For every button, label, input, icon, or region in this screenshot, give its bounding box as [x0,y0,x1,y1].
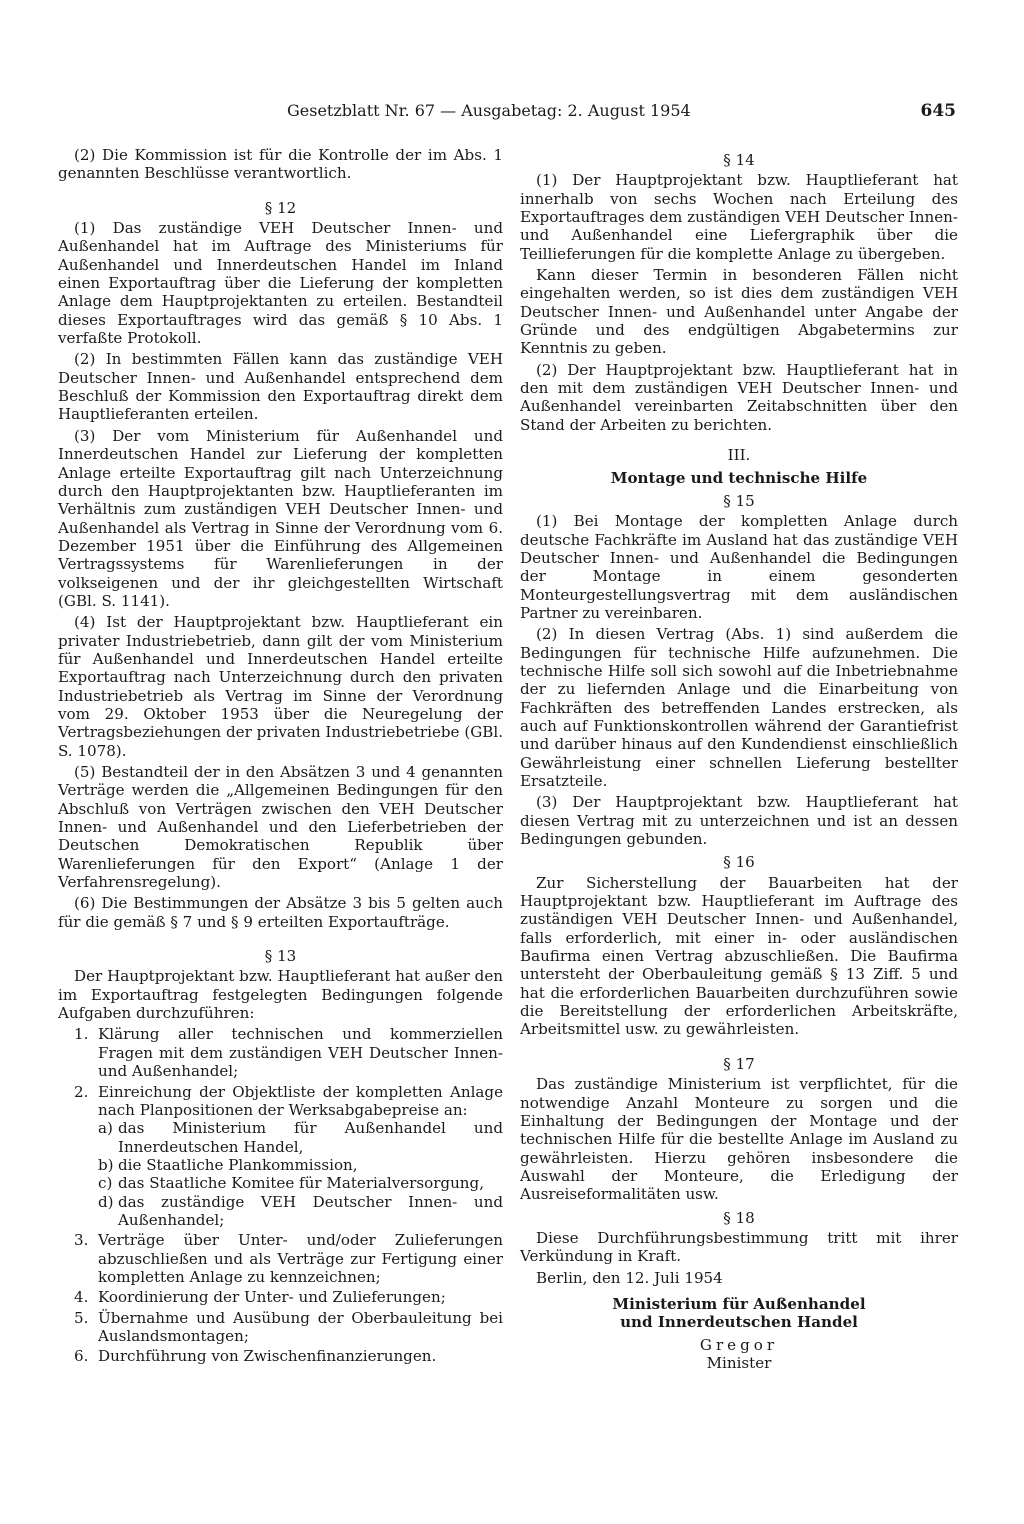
paragraph-12-6: (6) Die Bestimmungen der Absätze 3 bis 5 gelten auch für die gemäß § 7 und § 9 erteilten Exportaufträge. [58,894,503,931]
list-item-text: Klärung aller technischen und kommerziellen Fragen mit dem zuständigen VEH Deutscher Innen- und Außenhandel; [98,1025,503,1081]
list-item-number: 3. [74,1231,89,1250]
section-14-title: § 14 [723,151,755,169]
list-item [58,1083,503,1230]
sub-list-letter: c) [98,1174,113,1193]
part-heading: Montage und technische Hilfe [610,468,868,487]
section-12-title: § 12 [264,198,297,217]
list-item [58,1347,503,1365]
paragraph-16: Zur Sicherstellung der Bauarbeiten hat der Hauptprojektant bzw. Hauptlieferant im Auftrage des zuständigen VEH Deutscher Innen- und Außenhandel, falls erforderlich, mit einer in- oder ausländischen Baufirma einen Vertrag abzuschließen. Die Baufirma untersteht der Oberbauleitung gemäß § 13 Ziff. 5 und hat die erforderlichen Bauarbeiten durchzuführen sowie die Bereitstellung der erforderlichen Arbeitskräfte, Arbeitsmittel usw. zu gewährleisten. [520,873,958,1039]
signer-name: Gregor [699,1335,779,1354]
sub-list-text: das Staatliche Komitee für Materialversorgung, [118,1174,484,1193]
paragraph-15-2: (2) In diesen Vertrag (Abs. 1) sind außerdem die Bedingungen für technische Hilfe aufzunehmen. Die technische Hilfe soll sich sowohl auf die Inbetriebnahme der zu liefernden Anlage und die Einarbeitung von Fachkräften des betreffenden Landes erstrecken, als auch auf Funktionskontrollen während der Garantiefrist und darüber hinaus auf den Kundendienst einschließlich Gewährleistung einer schnellen Lieferung bestellter Ersatzteile. [520,625,958,790]
paragraph-15-3: (3) Der Hauptprojektant bzw. Hauptlieferant hat diesen Vertrag mit zu unterzeichnen und ist an dessen Bedingungen gebunden. [520,793,958,849]
section-13-list [58,1025,503,1365]
list-item [58,1288,503,1306]
section-15-title: § 15 [723,491,755,510]
paragraph-14-1: (1) Der Hauptprojektant bzw. Hauptlieferant hat innerhalb von sechs Wochen nach Erteilung des Exportauftrages dem zuständigen VEH Deutscher Innen- und Außenhandel eine Liefergraphik über die Teillieferungen für die komplette Anlage zu übergeben. [520,171,958,263]
sub-list-text: das zuständige VEH Deutscher Innen- und Außenhandel; [118,1192,503,1229]
sub-list-letter: d) [98,1192,114,1211]
sub-list-item [98,1156,503,1174]
sub-list-text: die Staatliche Plankommission, [118,1155,358,1174]
paragraph-12-4: (4) Ist der Hauptprojektant bzw. Hauptlieferant ein privater Industriebetrieb, dann gilt der vom Ministerium für Außenhandel und Innerdeutschen Handel erteilte Exportauftrag nach Unterzeichnung durch den privaten Industriebetrieb als Vertrag im Sinne der Verordnung vom 29. Oktober 1953 über die Neuregelung der Vertragsbeziehungen der privaten Industriebetriebe (GBl. S. 1078). [58,613,503,760]
recipient-list [98,1119,503,1229]
sub-list-text: das Ministerium für Außenhandel und Innerdeutschen Handel, [118,1119,503,1156]
list-item-text: Durchführung von Zwischenfinanzierungen. [98,1347,437,1366]
sub-list-item [98,1119,503,1156]
sub-list-item [98,1193,503,1230]
part-number: III. [727,446,751,465]
signer-title: Minister [706,1353,772,1372]
right-column [520,146,958,1372]
gazette-title: Gesetzblatt Nr. 67 — Ausgabetag: 2. August 1954 [287,101,691,120]
list-item-number: 2. [74,1082,89,1101]
ministry-name-line-2: und Innerdeutschen Handel [620,1313,858,1332]
paragraph-12-5: (5) Bestandteil der in den Absätzen 3 und 4 genannten Verträge werden die „Allgemeinen Bedingungen für den Abschluß von Verträgen zwischen den VEH Deutscher Innen- und Außenhandel und den Lieferbetrieben der Deutschen Demokratischen Republik über Warenlieferungen für den Export“ (Anlage 1 der Verfahrensregelung). [58,763,503,892]
list-item-text: Verträge über Unter- und/oder Zulieferungen abzuschließen und als Verträge zur Fertigung einer kompletten Anlage zu kennzeichnen; [98,1231,503,1286]
paragraph-12-2: (2) In bestimmten Fällen kann das zuständige VEH Deutscher Innen- und Außenhandel entsprechend dem Beschluß der Kommission den Exportauftrag direkt dem Hauptlieferanten erteilen. [58,350,503,424]
paragraph-13-intro: Der Hauptprojektant bzw. Hauptlieferant hat außer den im Exportauftrag festgelegten Bedingungen folgende Aufgaben durchzuführen: [58,967,503,1023]
list-item-number: 6. [74,1347,89,1366]
section-18-title: § 18 [723,1208,755,1227]
paragraph-14-1b: Kann dieser Termin in besonderen Fällen nicht eingehalten werden, so ist dies dem zuständigen VEH Deutscher Innen- und Außenhandel unter Angabe der Gründe und des endgültigen Abgabetermins zur Kenntnis zu geben. [520,266,958,358]
paragraph-11-2: (2) Die Kommission ist für die Kontrolle der im Abs. 1 genannten Beschlüsse verantwortlich. [58,146,503,183]
list-item [58,1025,503,1080]
list-item [58,1309,503,1346]
paragraph-12-1: (1) Das zuständige VEH Deutscher Innen- und Außenhandel hat im Auftrage des Ministeriums für Außenhandel und Innerdeutschen Handel im Inland einen Exportauftrag über die Lieferung der kompletten Anlage dem Hauptprojektanten zu erteilen. Bestandteil dieses Exportauftrages wird das gemäß § 10 Abs. 1 verfaßte Protokoll. [58,219,503,348]
section-16-title: § 16 [723,853,755,872]
list-item-number: 1. [74,1025,89,1044]
sub-list-letter: b) [98,1155,114,1174]
list-item-text: Koordinierung der Unter- und Zulieferungen; [98,1288,446,1307]
sub-list-item [98,1174,503,1192]
left-column [58,146,503,1368]
list-item-number: 5. [74,1308,89,1327]
list-item [58,1231,503,1286]
ministry-name-line-1: Ministerium für Außenhandel [612,1294,866,1313]
paragraph-18: Diese Durchführungsbestimmung tritt mit ihrer Verkündung in Kraft. [520,1228,958,1266]
paragraph-17: Das zuständige Ministerium ist verpflichtet, für die notwendige Anzahl Monteure zu sorgen und die Einhaltung der Bedingungen der Montage und der technischen Hilfe für die bestellte Anlage im Ausland zu gewährleisten. Hierzu gehören insbesondere die Auswahl der Monteure, die Erledigung der Ausreiseformalitäten usw. [520,1075,958,1204]
list-item-text: Übernahme und Ausübung der Oberbauleitung bei Auslandsmontagen; [98,1308,503,1345]
sub-list-letter: a) [98,1119,113,1138]
paragraph-15-1: (1) Bei Montage der kompletten Anlage durch deutsche Fachkräfte im Ausland hat das zuständige VEH Deutscher Innen- und Außenhandel die Bedingungen der Montage in einem gesonderten Monteurgestellungsvertrag mit dem ausländischen Partner zu vereinbaren. [520,512,958,622]
list-item-number: 4. [74,1288,89,1307]
place-and-date: Berlin, den 12. Juli 1954 [536,1268,723,1287]
paragraph-12-3: (3) Der vom Ministerium für Außenhandel und Innerdeutschen Handel zur Lieferung der kompletten Anlage erteilte Exportauftrag gilt nach Unterzeichnung durch den Hauptprojektanten bzw. Hauptlieferanten im Verhältnis zum zuständigen VEH Deutscher Innen- und Außenhandel als Vertrag in Sinne der Verordnung vom 6. Dezember 1951 über die Einführung des Allgemeinen Vertragssystems für Warenlieferungen in der volkseigenen und der ihr gleichgestellten Wirtschaft (GBl. S. 1141). [58,426,503,610]
paragraph-14-2: (2) Der Hauptprojektant bzw. Hauptlieferant hat in den mit dem zuständigen VEH Deutscher Innen- und Außenhandel vereinbarten Zeitabschnitten über den Stand der Arbeiten zu berichten. [520,360,958,434]
page-header [60,101,958,125]
list-item-text: Einreichung der Objektliste der kompletten Anlage nach Planpositionen der Werksabgabepreise an: [98,1082,503,1119]
page-number: 645 [920,101,956,121]
section-13-title: § 13 [264,947,297,966]
section-17-title: § 17 [723,1054,755,1073]
